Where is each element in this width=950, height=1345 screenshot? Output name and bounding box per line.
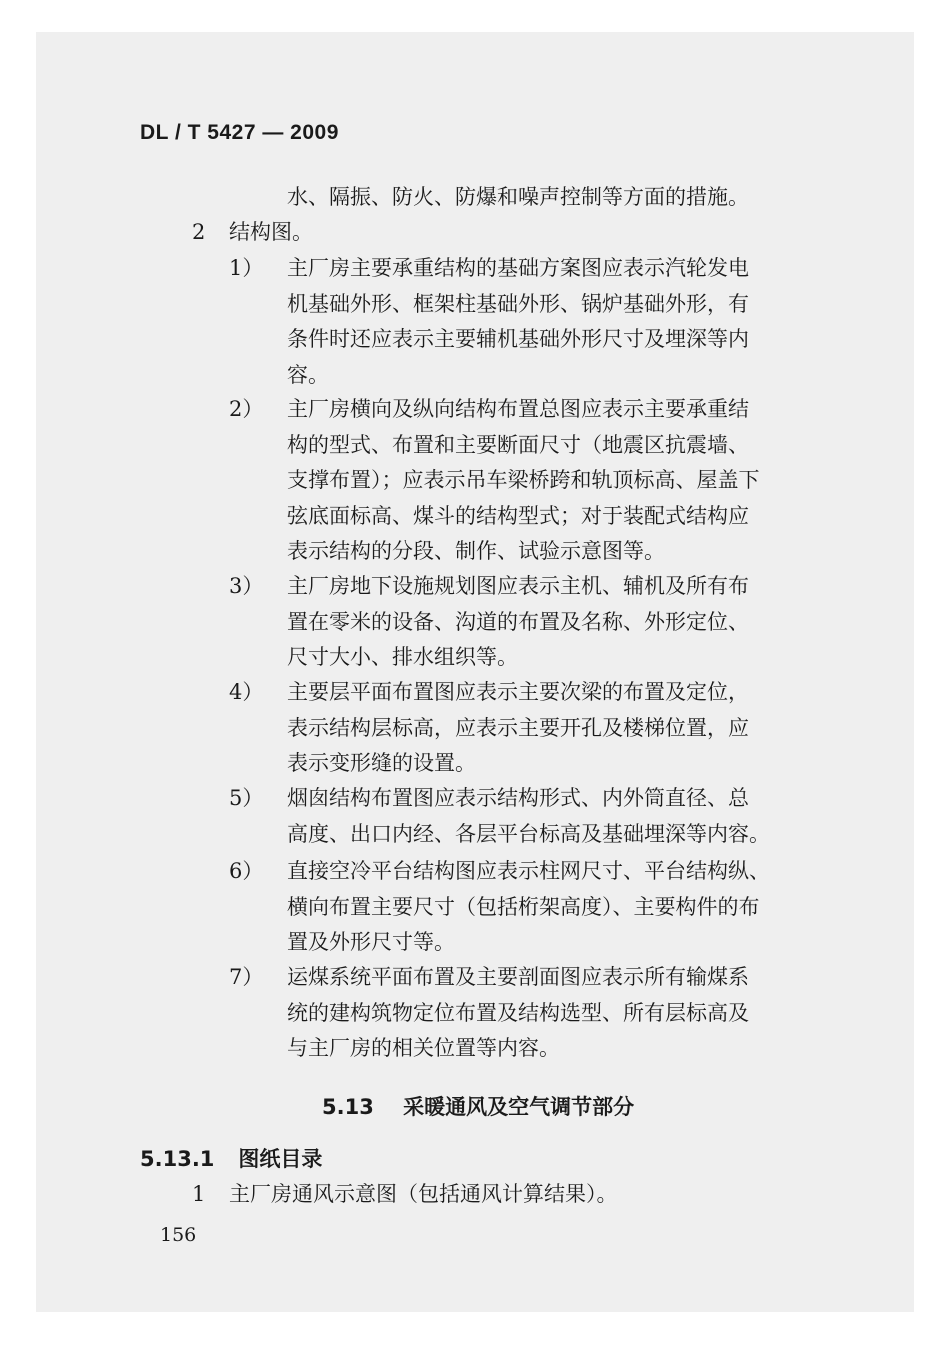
subitem-text-line: 构的型式、布置和主要断面尺寸（地震区抗震墙、 (287, 432, 749, 457)
clause-title: 图纸目录 (238, 1147, 323, 1171)
subitem-text-line: 主要层平面布置图应表示主要次梁的布置及定位， (287, 680, 749, 704)
subitem-number: 4） (229, 680, 264, 704)
subitem-number: 3） (229, 574, 264, 598)
clause-number: 5.13.1 (140, 1147, 215, 1171)
clause-heading (140, 1143, 322, 1173)
subitem-text-line: 表示结构层标高，应表示主要开孔及楼梯位置，应 (287, 715, 749, 740)
subitem-text-line: 主厂房主要承重结构的基础方案图应表示汽轮发电 (287, 256, 749, 280)
subitem-text-line: 尺寸大小、排水组织等。 (287, 645, 518, 669)
item-1-text: 主厂房通风示意图（包括通风计算结果）。 (229, 1182, 618, 1206)
subitem-text-line: 运煤系统平面布置及主要剖面图应表示所有输煤系 (287, 965, 749, 989)
subitem-text-line: 置及外形尺寸等。 (287, 930, 455, 954)
subitem-text-line: 主厂房横向及纵向结构布置总图应表示主要承重结 (287, 397, 749, 421)
subitem-text-line: 横向布置主要尺寸（包括桁架高度）、主要构件的布 (287, 894, 760, 919)
subitem-text-line: 机基础外形、框架柱基础外形、锅炉基础外形，有 (287, 291, 749, 316)
subitem-text-line: 表示结构的分段、制作、试验示意图等。 (287, 539, 665, 563)
subitem-number: 5） (229, 786, 264, 810)
subitem-text-line: 条件时还应表示主要辅机基础外形尺寸及埋深等内 (287, 327, 749, 351)
page-number: 156 (160, 1224, 197, 1246)
section-heading (322, 1091, 634, 1121)
subitem-text-line: 统的建构筑物定位布置及结构选型、所有层标高及 (287, 1000, 749, 1025)
subitem-text-line: 弦底面标高、煤斗的结构型式；对于装配式结构应 (287, 503, 749, 528)
subitem-number: 6） (229, 859, 264, 883)
subitem-number: 1） (229, 256, 264, 280)
section-title: 采暖通风及空气调节部分 (403, 1095, 635, 1119)
standard-code-header: DL / T 5427 — 2009 (140, 121, 339, 144)
subitem-number: 7） (229, 965, 264, 989)
item-2-title: 结构图。 (229, 220, 313, 244)
subitem-text-line: 表示变形缝的设置。 (287, 751, 476, 775)
subitem-number: 2） (229, 397, 264, 421)
subitem-text-line: 烟囱结构布置图应表示结构形式、内外筒直径、总 (287, 786, 749, 810)
subitem-text-line: 高度、出口内经、各层平台标高及基础埋深等内容。 (287, 821, 770, 846)
intro-line: 水、隔振、防火、防爆和噪声控制等方面的措施。 (287, 185, 749, 209)
subitem-text-line: 与主厂房的相关位置等内容。 (287, 1036, 560, 1060)
subitem-text-line: 直接空冷平台结构图应表示柱网尺寸、平台结构纵、 (287, 859, 770, 883)
item-2-number: 2 (192, 220, 206, 244)
section-number: 5.13 (322, 1095, 374, 1119)
item-1-number: 1 (192, 1182, 206, 1206)
subitem-text-line: 容。 (287, 362, 329, 387)
subitem-text-line: 置在零米的设备、沟道的布置及名称、外形定位、 (287, 609, 749, 634)
subitem-text-line: 主厂房地下设施规划图应表示主机、辅机及所有布 (287, 574, 749, 598)
subitem-text-line: 支撑布置）；应表示吊车梁桥跨和轨顶标高、屋盖下 (287, 468, 760, 492)
